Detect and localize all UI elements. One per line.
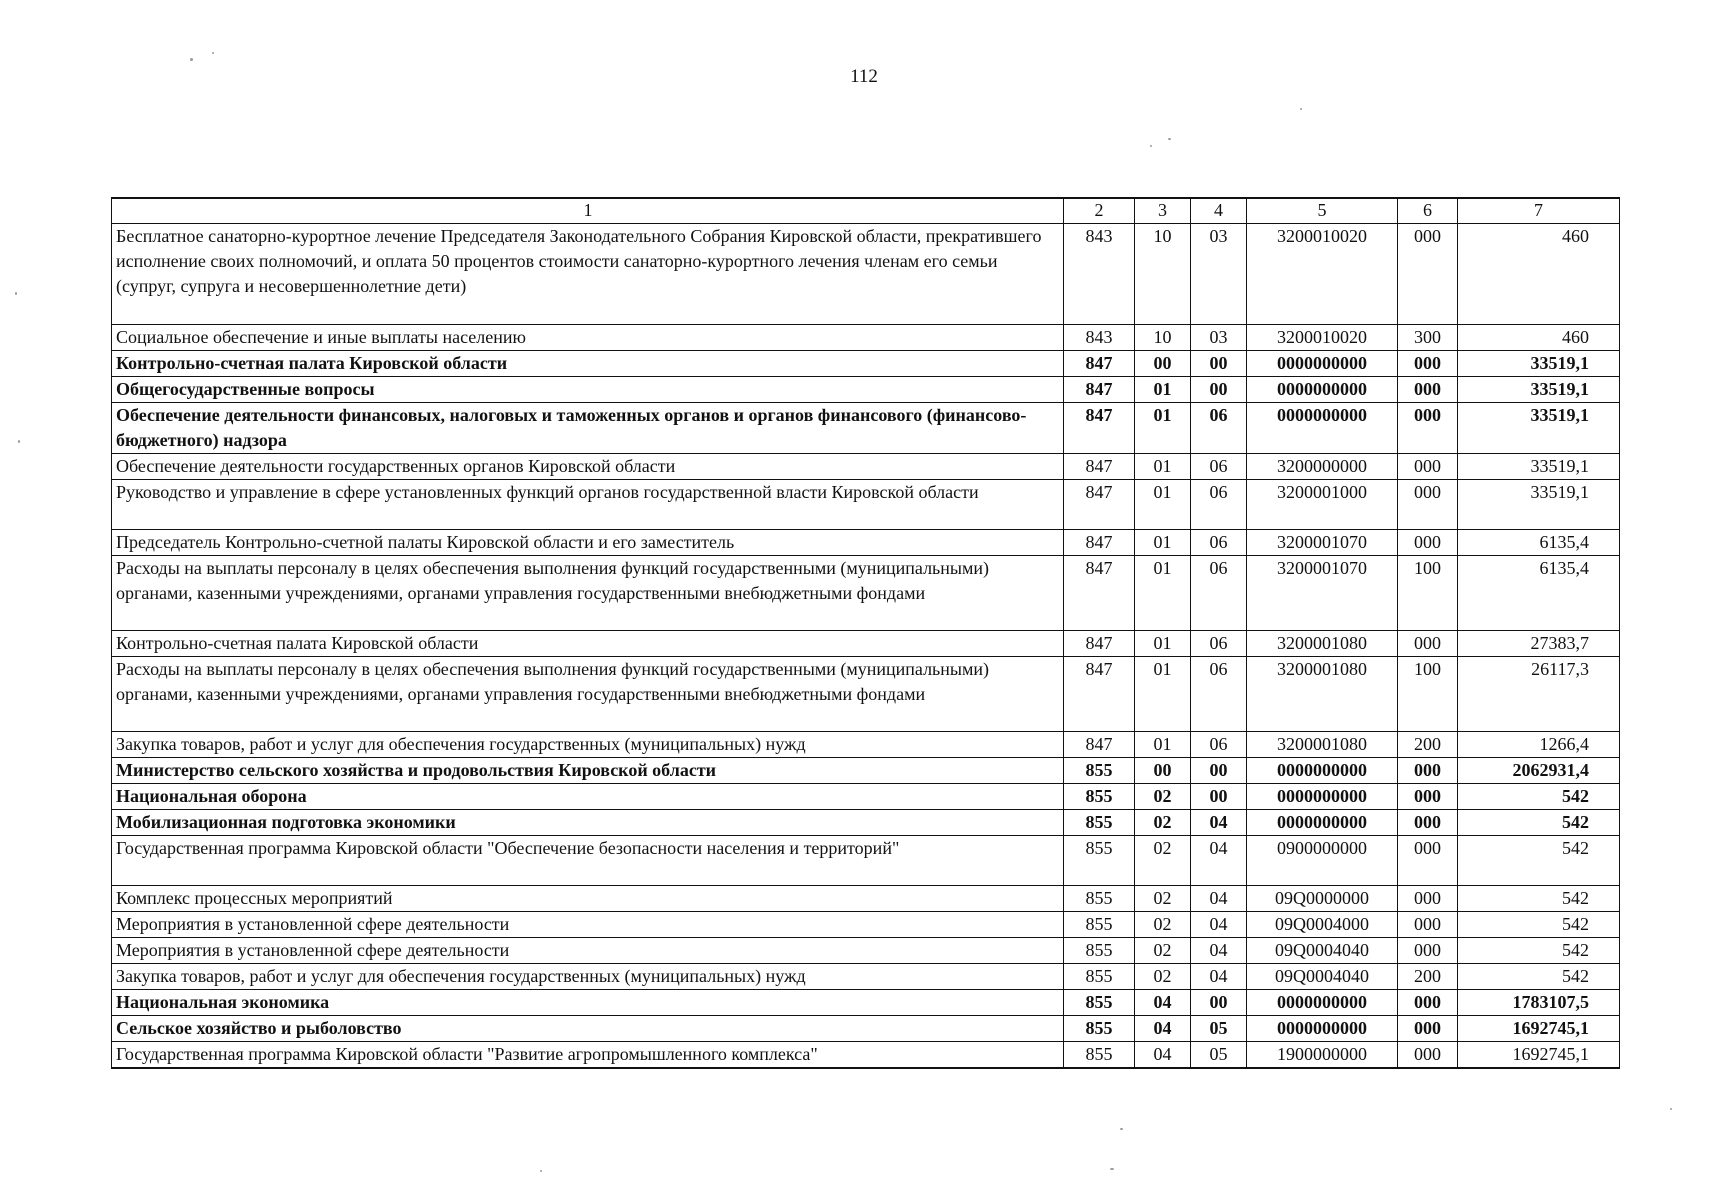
row-sum-cell: 26117,3 <box>1458 657 1620 732</box>
table-row <box>112 403 1620 454</box>
row-code-3-cell: 10 <box>1135 224 1191 325</box>
scan-speck <box>212 52 214 54</box>
row-code-2-cell: 855 <box>1064 912 1135 938</box>
row-code-4-cell: 00 <box>1191 758 1247 784</box>
row-code-6-cell: 000 <box>1398 990 1458 1016</box>
row-code-5-cell: 0000000000 <box>1247 1016 1398 1042</box>
row-code-5-cell: 0000000000 <box>1247 403 1398 454</box>
row-name-cell: Расходы на выплаты персоналу в целях обеспечения выполнения функций государственными (муниципальными) органами, казенными учреждениями, органами управления государственными внебюджетными фондами <box>112 657 1064 732</box>
table-row <box>112 964 1620 990</box>
row-name-cell: Председатель Контрольно-счетной палаты Кировской области и его заместитель <box>112 530 1064 556</box>
row-code-5-cell: 0000000000 <box>1247 990 1398 1016</box>
table-row <box>112 631 1620 657</box>
row-sum-cell: 2062931,4 <box>1458 758 1620 784</box>
scan-speck <box>1670 1108 1672 1110</box>
row-code-4-cell: 04 <box>1191 938 1247 964</box>
row-name-cell: Мероприятия в установленной сфере деятельности <box>112 912 1064 938</box>
row-code-4-cell: 00 <box>1191 784 1247 810</box>
row-code-6-cell: 200 <box>1398 732 1458 758</box>
row-sum-cell: 542 <box>1458 836 1620 886</box>
row-code-2-cell: 843 <box>1064 224 1135 325</box>
row-name-cell: Бесплатное санаторно-курортное лечение Председателя Законодательного Собрания Кировской области, прекратившего исполнение своих полномочий, и оплата 50 процентов стоимости санаторно-курортного лечения членам его семьи (супруг, супруга и несовершеннолетние дети) <box>112 224 1064 325</box>
row-sum-cell: 542 <box>1458 964 1620 990</box>
row-code-4-cell: 05 <box>1191 1016 1247 1042</box>
row-code-6-cell: 000 <box>1398 810 1458 836</box>
row-code-5-cell: 09Q0004040 <box>1247 938 1398 964</box>
table-row <box>112 886 1620 912</box>
row-code-6-cell: 000 <box>1398 454 1458 480</box>
row-code-3-cell: 10 <box>1135 325 1191 351</box>
row-name-cell: Национальная экономика <box>112 990 1064 1016</box>
row-code-6-cell: 000 <box>1398 836 1458 886</box>
table-row <box>112 377 1620 403</box>
row-code-2-cell: 847 <box>1064 377 1135 403</box>
row-code-3-cell: 01 <box>1135 631 1191 657</box>
row-sum-cell: 542 <box>1458 886 1620 912</box>
row-code-5-cell: 3200000000 <box>1247 454 1398 480</box>
row-sum-cell: 542 <box>1458 938 1620 964</box>
row-code-2-cell: 855 <box>1064 964 1135 990</box>
row-name-cell: Комплекс процессных мероприятий <box>112 886 1064 912</box>
column-header-1: 1 <box>112 198 1064 224</box>
row-sum-cell: 1783107,5 <box>1458 990 1620 1016</box>
row-code-4-cell: 06 <box>1191 556 1247 631</box>
scan-speck <box>540 1170 542 1172</box>
row-name-cell: Обеспечение деятельности государственных органов Кировской области <box>112 454 1064 480</box>
row-code-3-cell: 01 <box>1135 657 1191 732</box>
row-code-4-cell: 06 <box>1191 530 1247 556</box>
row-code-5-cell: 3200010020 <box>1247 325 1398 351</box>
row-code-5-cell: 3200001070 <box>1247 530 1398 556</box>
row-code-4-cell: 06 <box>1191 454 1247 480</box>
table-row <box>112 556 1620 631</box>
row-code-5-cell: 0000000000 <box>1247 758 1398 784</box>
table-row <box>112 758 1620 784</box>
row-code-5-cell: 1900000000 <box>1247 1042 1398 1069</box>
row-code-3-cell: 04 <box>1135 1016 1191 1042</box>
row-name-cell: Министерство сельского хозяйства и продовольствия Кировской области <box>112 758 1064 784</box>
table-row <box>112 912 1620 938</box>
row-code-2-cell: 847 <box>1064 556 1135 631</box>
row-code-2-cell: 847 <box>1064 351 1135 377</box>
row-name-cell: Сельское хозяйство и рыболовство <box>112 1016 1064 1042</box>
row-code-5-cell: 3200001000 <box>1247 480 1398 530</box>
row-name-cell: Национальная оборона <box>112 784 1064 810</box>
row-code-2-cell: 847 <box>1064 530 1135 556</box>
row-code-4-cell: 04 <box>1191 886 1247 912</box>
row-code-6-cell: 000 <box>1398 480 1458 530</box>
row-code-6-cell: 000 <box>1398 886 1458 912</box>
row-code-6-cell: 000 <box>1398 1016 1458 1042</box>
table-row <box>112 657 1620 732</box>
row-code-2-cell: 855 <box>1064 758 1135 784</box>
row-code-2-cell: 847 <box>1064 454 1135 480</box>
row-code-4-cell: 03 <box>1191 325 1247 351</box>
row-code-3-cell: 04 <box>1135 1042 1191 1069</box>
row-code-4-cell: 03 <box>1191 224 1247 325</box>
budget-table <box>111 197 1620 1069</box>
row-code-6-cell: 000 <box>1398 758 1458 784</box>
row-name-cell: Социальное обеспечение и иные выплаты населению <box>112 325 1064 351</box>
table-row <box>112 325 1620 351</box>
scan-speck <box>1300 108 1302 110</box>
row-code-3-cell: 00 <box>1135 351 1191 377</box>
row-code-2-cell: 855 <box>1064 1042 1135 1069</box>
row-name-cell: Обеспечение деятельности финансовых, налоговых и таможенных органов и органов финансового (финансово-бюджетного) надзора <box>112 403 1064 454</box>
row-sum-cell: 33519,1 <box>1458 377 1620 403</box>
row-code-3-cell: 00 <box>1135 758 1191 784</box>
row-code-5-cell: 3200001080 <box>1247 631 1398 657</box>
row-sum-cell: 460 <box>1458 224 1620 325</box>
row-code-4-cell: 04 <box>1191 810 1247 836</box>
row-code-6-cell: 000 <box>1398 403 1458 454</box>
scan-speck <box>1120 1128 1123 1130</box>
row-code-5-cell: 09Q0000000 <box>1247 886 1398 912</box>
row-code-6-cell: 200 <box>1398 964 1458 990</box>
table-row <box>112 224 1620 325</box>
row-code-2-cell: 855 <box>1064 886 1135 912</box>
table-row <box>112 990 1620 1016</box>
row-code-3-cell: 02 <box>1135 886 1191 912</box>
row-code-4-cell: 04 <box>1191 836 1247 886</box>
row-sum-cell: 1692745,1 <box>1458 1042 1620 1069</box>
row-code-2-cell: 847 <box>1064 732 1135 758</box>
row-sum-cell: 33519,1 <box>1458 403 1620 454</box>
row-sum-cell: 542 <box>1458 912 1620 938</box>
row-code-6-cell: 000 <box>1398 377 1458 403</box>
row-sum-cell: 33519,1 <box>1458 454 1620 480</box>
table-row <box>112 836 1620 886</box>
row-code-2-cell: 847 <box>1064 480 1135 530</box>
row-code-6-cell: 000 <box>1398 530 1458 556</box>
row-code-3-cell: 04 <box>1135 990 1191 1016</box>
row-code-5-cell: 0000000000 <box>1247 810 1398 836</box>
row-code-2-cell: 855 <box>1064 1016 1135 1042</box>
row-code-3-cell: 01 <box>1135 732 1191 758</box>
row-code-4-cell: 06 <box>1191 732 1247 758</box>
row-code-4-cell: 00 <box>1191 377 1247 403</box>
row-name-cell: Закупка товаров, работ и услуг для обеспечения государственных (муниципальных) нужд <box>112 964 1064 990</box>
row-code-5-cell: 3200001080 <box>1247 732 1398 758</box>
table-row <box>112 784 1620 810</box>
column-header-6: 6 <box>1398 198 1458 224</box>
row-code-2-cell: 855 <box>1064 810 1135 836</box>
row-name-cell: Контрольно-счетная палата Кировской области <box>112 351 1064 377</box>
row-code-2-cell: 843 <box>1064 325 1135 351</box>
scan-speck <box>190 58 193 61</box>
row-code-3-cell: 01 <box>1135 377 1191 403</box>
column-header-5: 5 <box>1247 198 1398 224</box>
row-code-3-cell: 01 <box>1135 556 1191 631</box>
row-code-4-cell: 04 <box>1191 912 1247 938</box>
row-code-2-cell: 847 <box>1064 403 1135 454</box>
row-code-5-cell: 0000000000 <box>1247 351 1398 377</box>
row-code-6-cell: 100 <box>1398 657 1458 732</box>
row-sum-cell: 27383,7 <box>1458 631 1620 657</box>
row-code-2-cell: 855 <box>1064 938 1135 964</box>
column-header-3: 3 <box>1135 198 1191 224</box>
row-sum-cell: 33519,1 <box>1458 480 1620 530</box>
row-code-6-cell: 000 <box>1398 1042 1458 1069</box>
row-code-4-cell: 04 <box>1191 964 1247 990</box>
row-code-4-cell: 06 <box>1191 631 1247 657</box>
row-code-3-cell: 02 <box>1135 836 1191 886</box>
row-code-5-cell: 0000000000 <box>1247 377 1398 403</box>
row-sum-cell: 6135,4 <box>1458 530 1620 556</box>
row-code-3-cell: 01 <box>1135 403 1191 454</box>
row-code-5-cell: 3200010020 <box>1247 224 1398 325</box>
table-row <box>112 530 1620 556</box>
row-code-5-cell: 0000000000 <box>1247 784 1398 810</box>
row-code-5-cell: 09Q0004040 <box>1247 964 1398 990</box>
column-header-7: 7 <box>1458 198 1620 224</box>
row-sum-cell: 6135,4 <box>1458 556 1620 631</box>
table-body <box>112 224 1620 1069</box>
row-name-cell: Закупка товаров, работ и услуг для обеспечения государственных (муниципальных) нужд <box>112 732 1064 758</box>
row-name-cell: Мобилизационная подготовка экономики <box>112 810 1064 836</box>
row-sum-cell: 460 <box>1458 325 1620 351</box>
row-code-3-cell: 01 <box>1135 530 1191 556</box>
row-code-3-cell: 02 <box>1135 912 1191 938</box>
page-number: 112 <box>850 66 878 87</box>
row-code-3-cell: 02 <box>1135 964 1191 990</box>
row-code-2-cell: 855 <box>1064 990 1135 1016</box>
header-row <box>112 198 1620 224</box>
row-code-2-cell: 855 <box>1064 836 1135 886</box>
row-code-5-cell: 0900000000 <box>1247 836 1398 886</box>
row-name-cell: Государственная программа Кировской области "Обеспечение безопасности населения и территорий" <box>112 836 1064 886</box>
row-sum-cell: 1266,4 <box>1458 732 1620 758</box>
row-code-4-cell: 06 <box>1191 657 1247 732</box>
scan-speck <box>15 292 17 295</box>
row-code-6-cell: 300 <box>1398 325 1458 351</box>
scan-speck <box>1110 1168 1114 1170</box>
row-code-3-cell: 01 <box>1135 454 1191 480</box>
row-code-6-cell: 000 <box>1398 912 1458 938</box>
row-code-2-cell: 847 <box>1064 657 1135 732</box>
row-code-3-cell: 02 <box>1135 810 1191 836</box>
column-header-4: 4 <box>1191 198 1247 224</box>
table-row <box>112 938 1620 964</box>
row-code-5-cell: 09Q0004000 <box>1247 912 1398 938</box>
table-row <box>112 1042 1620 1069</box>
scan-speck <box>18 440 20 443</box>
row-code-2-cell: 855 <box>1064 784 1135 810</box>
row-code-6-cell: 100 <box>1398 556 1458 631</box>
table-row <box>112 454 1620 480</box>
row-sum-cell: 542 <box>1458 784 1620 810</box>
table-row <box>112 732 1620 758</box>
table-row <box>112 810 1620 836</box>
row-code-6-cell: 000 <box>1398 351 1458 377</box>
row-code-4-cell: 00 <box>1191 351 1247 377</box>
row-code-6-cell: 000 <box>1398 224 1458 325</box>
row-sum-cell: 542 <box>1458 810 1620 836</box>
row-name-cell: Государственная программа Кировской области "Развитие агропромышленного комплекса" <box>112 1042 1064 1069</box>
row-code-4-cell: 05 <box>1191 1042 1247 1069</box>
table-row <box>112 1016 1620 1042</box>
row-code-6-cell: 000 <box>1398 938 1458 964</box>
row-code-4-cell: 06 <box>1191 480 1247 530</box>
table-row <box>112 351 1620 377</box>
scan-speck <box>1168 138 1171 140</box>
row-code-3-cell: 01 <box>1135 480 1191 530</box>
row-name-cell: Руководство и управление в сфере установленных функций органов государственной власти Кировской области <box>112 480 1064 530</box>
row-code-3-cell: 02 <box>1135 784 1191 810</box>
column-header-2: 2 <box>1064 198 1135 224</box>
row-code-4-cell: 06 <box>1191 403 1247 454</box>
row-code-4-cell: 00 <box>1191 990 1247 1016</box>
row-code-6-cell: 000 <box>1398 784 1458 810</box>
row-code-6-cell: 000 <box>1398 631 1458 657</box>
row-code-5-cell: 3200001070 <box>1247 556 1398 631</box>
row-code-2-cell: 847 <box>1064 631 1135 657</box>
row-sum-cell: 33519,1 <box>1458 351 1620 377</box>
row-code-3-cell: 02 <box>1135 938 1191 964</box>
row-name-cell: Общегосударственные вопросы <box>112 377 1064 403</box>
row-sum-cell: 1692745,1 <box>1458 1016 1620 1042</box>
row-name-cell: Мероприятия в установленной сфере деятельности <box>112 938 1064 964</box>
row-name-cell: Контрольно-счетная палата Кировской области <box>112 631 1064 657</box>
scan-speck <box>1150 145 1152 147</box>
row-name-cell: Расходы на выплаты персоналу в целях обеспечения выполнения функций государственными (муниципальными) органами, казенными учреждениями, органами управления государственными внебюджетными фондами <box>112 556 1064 631</box>
row-code-5-cell: 3200001080 <box>1247 657 1398 732</box>
table-row <box>112 480 1620 530</box>
